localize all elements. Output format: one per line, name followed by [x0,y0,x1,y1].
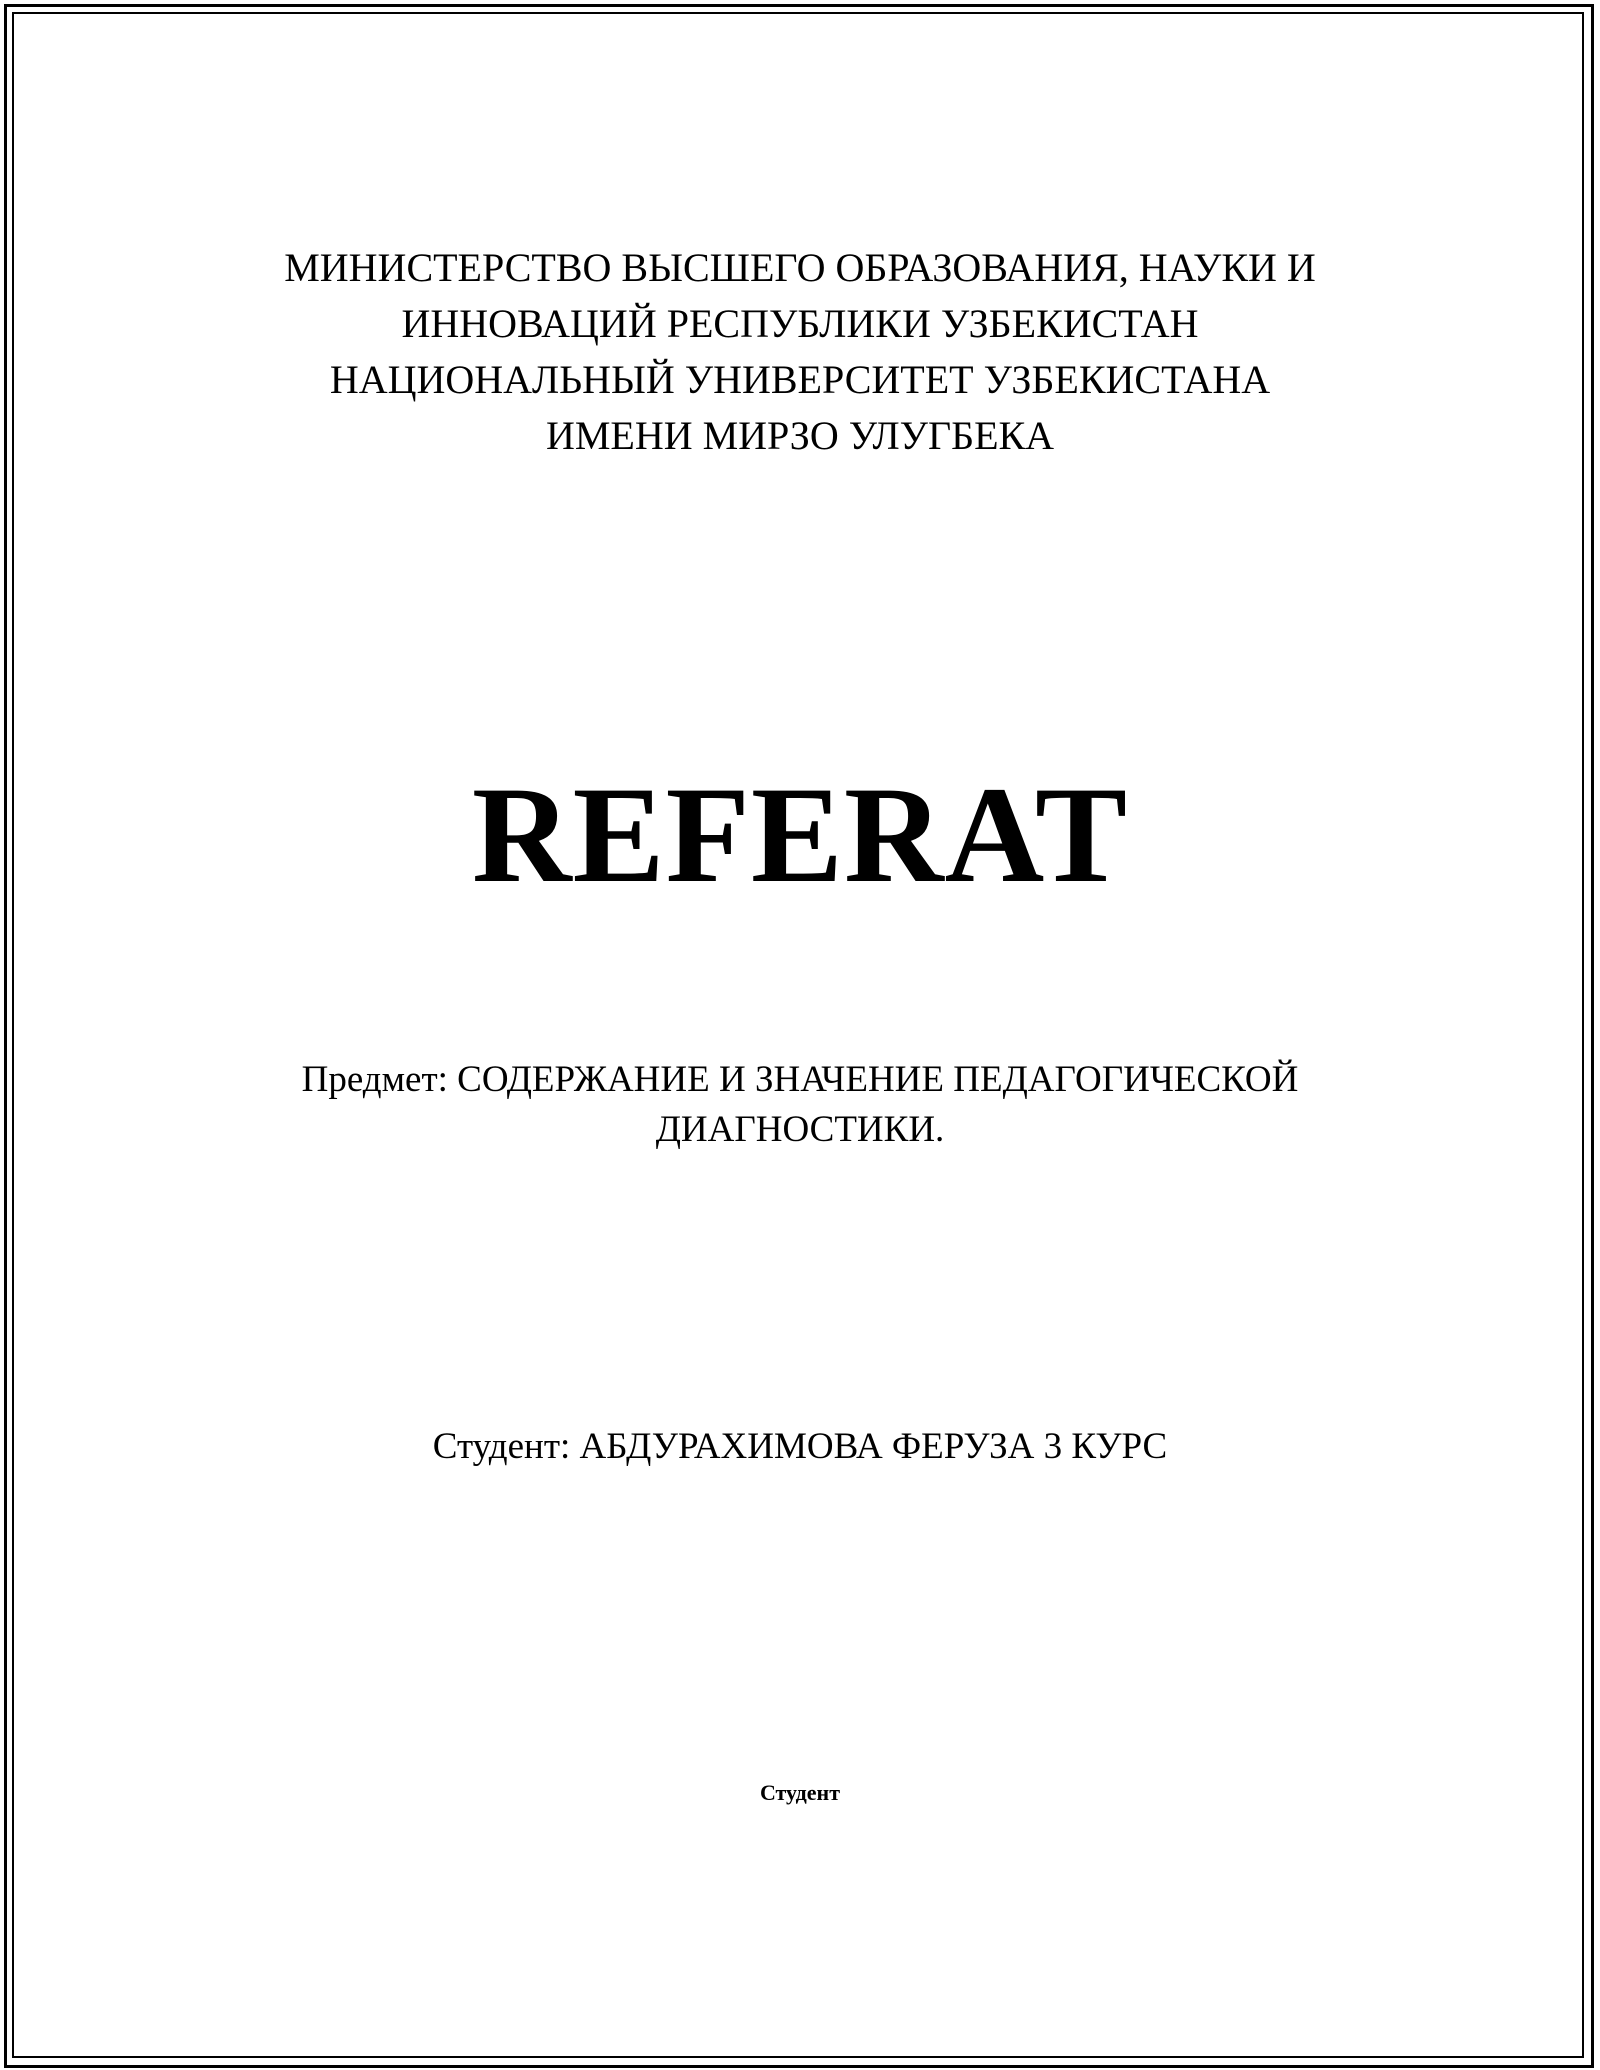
student-info: Студент: АБДУРАХИМОВА ФЕРУЗА 3 КУРС [432,1426,1168,1467]
institution-header [0,240,1600,464]
header-line: МИНИСТЕРСТВО ВЫСШЕГО ОБРАЗОВАНИЯ, НАУКИ И [284,245,1316,290]
header-line: ИННОВАЦИЙ РЕСПУБЛИКИ УЗБЕКИСТАН [401,301,1199,346]
subject-block [0,1055,1600,1155]
document-title: REFERAT [471,758,1129,911]
subject-line: Предмет: СОДЕРЖАНИЕ И ЗНАЧЕНИЕ ПЕДАГОГИЧЕСКОЙ [301,1059,1299,1100]
footer-student-label: Студент [759,1780,841,1805]
header-line: ИМЕНИ МИРЗО УЛУГБЕКА [545,413,1055,458]
header-line: НАЦИОНАЛЬНЫЙ УНИВЕРСИТЕТ УЗБЕКИСТАНА [329,357,1271,402]
subject-line: ДИАГНОСТИКИ. [655,1109,945,1150]
